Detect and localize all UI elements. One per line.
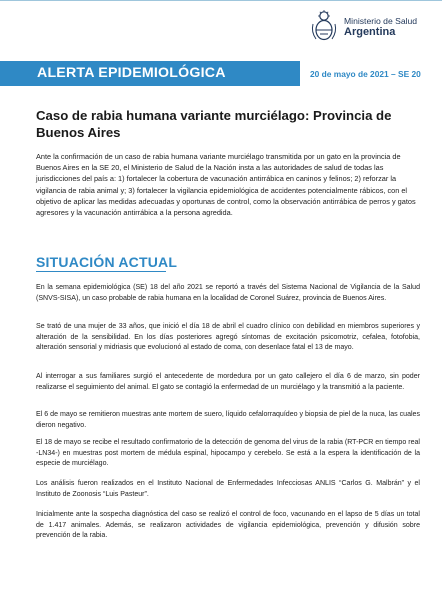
country-name: Argentina [344,26,396,38]
alert-banner [0,61,442,86]
top-divider [0,0,442,1]
ministry-logo [310,10,434,42]
intro-paragraph: Ante la confirmación de un caso de rabia humana variante murciélago transmitida por un gato en la provincia de Buenos Aires en la SE 20, el Ministerio de Salud de la Nación insta a las autoridades de salud de todas las jurisdicciones del país a: 1) fortalecer la cobertura de vacunación antirrábica en caninos y felinos; 2) reforzar la vigilancia de rabia animal y; 3) fortalecer la vigilancia epidemiológica de accidentes potencialmente rábicos, con el objetivo de aplicar las medidas adecuadas y oportunas de control, como la observación antirrábica de perros y gatos agresores y la vacunación antirrábica a la persona agredida. [36,152,416,218]
section-heading: SITUACIÓN ACTUAL [36,254,178,270]
paragraph-report: En la semana epidemiológica (SE) 18 del año 2021 se reportó a través del Sistema Nacional de Vigilancia de la Salud (SNVS-SISA), un caso probable de rabia humana en la localidad de Coronel Suárez, provincia de Buenos Aires. [36,284,420,302]
paragraph-case: Se trató de una mujer de 33 años, que inició el día 18 de abril el cuadro clínico con debilidad en miembros superiores y alteración de la sensibilidad. En los días posteriores agregó síntomas de excitación psicomotriz, cefalea, fotofobia, alteración sensorial y midriasis que evolucionó al estado de coma, con desenlace fatal el 13 de mayo. [36,323,420,352]
paragraph-samples: El 6 de mayo se remitieron muestras ante mortem de suero, líquido cefalorraquídeo y biopsia de piel de la nuca, las cuales dieron negativo. [36,411,420,429]
argentina-coat-of-arms-icon [310,10,338,42]
ministry-name: Ministerio de Salud [344,16,418,26]
paragraph-confirmation: El 18 de mayo se recibe el resultado confirmatorio de la detección de genoma del virus de la rabia (RT-PCR en tiempo real -LN34-) en muestras post mortem de médula espinal, hipocampo y cerebelo. Se está a la espera la identificación de la especie de murciélago. [36,439,420,468]
document-title: Caso de rabia humana variante murciélago: Provincia de Buenos Aires [36,108,392,140]
paragraph-laboratories: Los análisis fueron realizados en el Instituto Nacional de Enfermedades Infecciosas ANLIS “Carlos G. Malbrán” y el Instituto de Zoonosis “Luis Pasteur”. [36,480,420,498]
paragraph-exposure: Al interrogar a sus familiares surgió el antecedente de mordedura por un gato callejero el día 6 de marzo, sin poder realizarse el seguimiento del animal. El gato se contagió la enfermedad de un murciélago y la transmitió a la paciente. [36,373,420,391]
alert-title: ALERTA EPIDEMIOLÓGICA [37,65,226,81]
date-tab [300,61,442,86]
alert-date: 20 de mayo de 2021 – SE 20 [310,69,421,79]
section-underline [36,271,166,272]
paragraph-control: Inicialmente ante la sospecha diagnóstica del caso se realizó el control de foco, vacunando en el lapso de 5 días un total de 1.417 animales. Además, se realizaron actividades de vigilancia epidemiológica, prevención y difusión sobre prevención de la rabia. [36,511,420,540]
